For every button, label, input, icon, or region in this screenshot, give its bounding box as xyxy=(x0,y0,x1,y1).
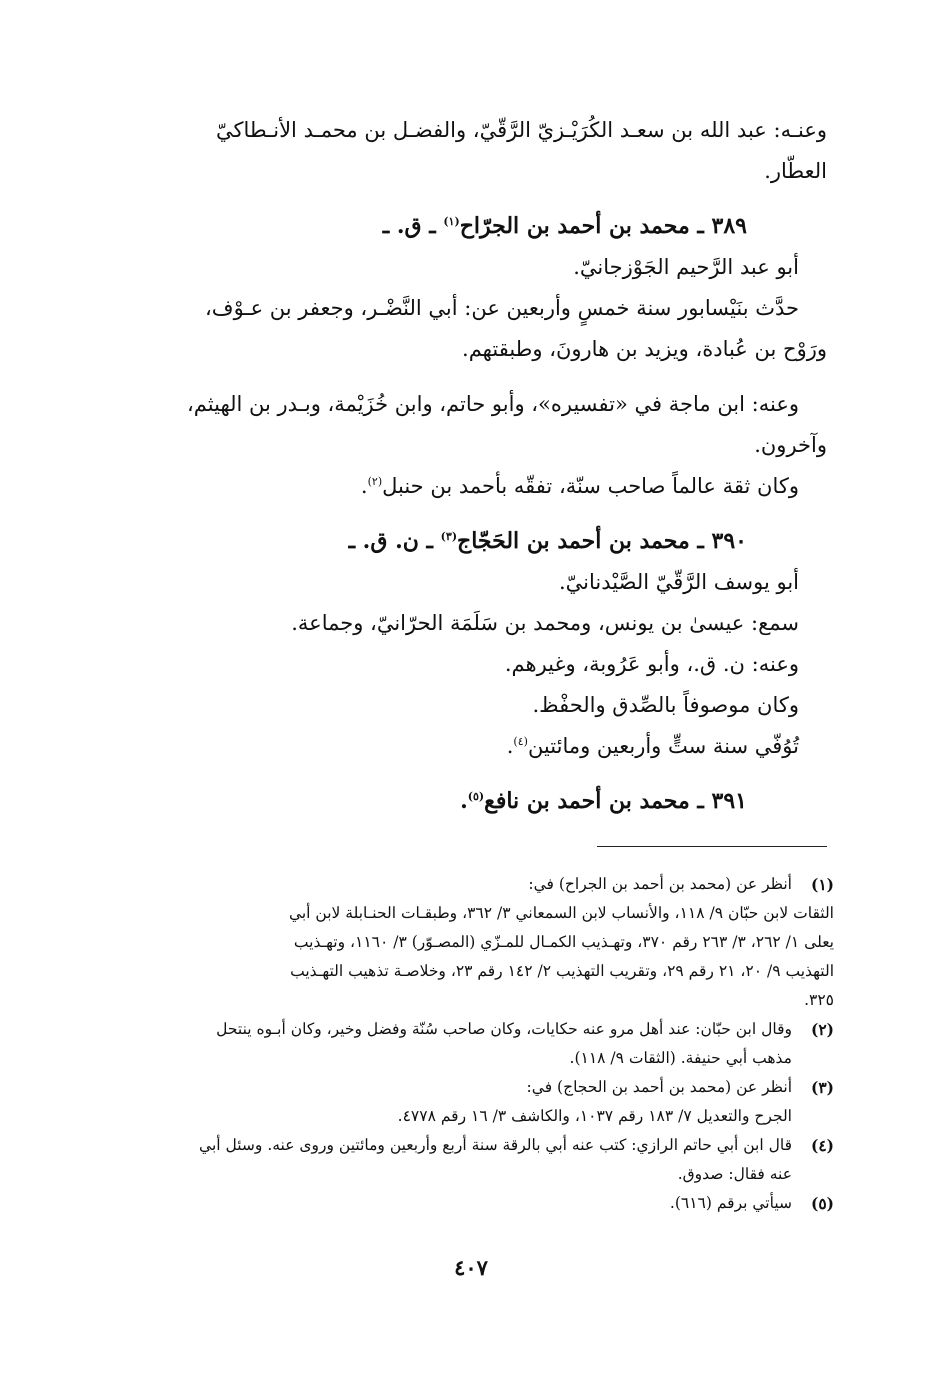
entry-heading-391 xyxy=(112,781,827,822)
footnote-ref: (٢) xyxy=(367,475,383,488)
text-line: وعنـه: عبد الله بن سعـد الكُرَيْـزيّ الرَّقّيّ، والفضـل بن محمـد الأنـطاكيّ xyxy=(215,118,827,142)
closing-period: . xyxy=(360,474,368,498)
footnote-ref: (٤) xyxy=(513,735,528,748)
entry-suffix: ـ ن. ق. ـ xyxy=(348,528,433,554)
entry-title: ـ محمد بن أحمد بن الحَجّاج xyxy=(457,528,704,554)
text-line: وعنه: ابن ماجة في «تفسيره»، وأبو حاتم، وابن خُزَيْمة، وبـدر بن الهيثم، xyxy=(187,392,799,416)
footnote-separator xyxy=(597,846,827,847)
footnote-line: يعلى ١/ ٢٦٢، ٣/ ٢٦٣ رقم ٣٧٠، وتهـذيب الكمـال للمـزّي (المصـوّر) ٣/ ١١٦٠، وتهـذيب xyxy=(293,933,834,951)
footnote-line: ٣٢٥. xyxy=(804,991,834,1009)
entry-title: ـ محمد بن أحمد بن نافع xyxy=(484,788,704,814)
closing-text: وكان ثقة عالماً صاحب سنّة، تفقّه بأحمد بن حنبل xyxy=(382,474,799,498)
text-line: سمع: عيسىٰ بن يونس، ومحمد بن سَلَمَة الحرّانيّ، وجماعة. xyxy=(291,611,799,635)
footnote-2 xyxy=(112,1015,834,1073)
death-text: تُوُفّي سنة ستٍّ وأربعين ومائتين xyxy=(527,734,799,758)
page-number: ٤٠٧ xyxy=(454,1255,488,1280)
entry-title: ـ محمد بن أحمد بن الجرّاح xyxy=(459,213,704,239)
footnote-1 xyxy=(112,870,834,1015)
text-line: أبو عبد الرَّحيم الجَوْزجانيّ. xyxy=(573,255,799,279)
text-line: وآخرون. xyxy=(754,433,827,457)
footnote-3 xyxy=(112,1073,834,1131)
footnote-line: سيأتي برقم (٦١٦). xyxy=(669,1194,792,1212)
entry-number: ٣٨٩ xyxy=(711,213,747,239)
footnote-number: (٥) xyxy=(810,1194,834,1213)
footnote-5 xyxy=(112,1189,834,1218)
footnotes xyxy=(112,870,834,1218)
text-line: العطّار. xyxy=(764,159,827,183)
footnote-number: (٤) xyxy=(810,1136,834,1155)
footnote-number: (١) xyxy=(810,875,834,894)
footnote-number: (٢) xyxy=(810,1020,834,1039)
entry-number: ٣٩٠ xyxy=(711,528,747,554)
footnote-line: الثقات لابن حبّان ٩/ ١١٨، والأنساب لابن السمعاني ٣/ ٣٦٢، وطبقـات الحنـابلة لابن أبي xyxy=(288,904,834,922)
footnote-line: مذهب أبي حنيفة. (الثقات ٩/ ١١٨). xyxy=(569,1049,792,1067)
text-line: ورَوْح بن عُبادة، ويزيد بن هارونَ، وطبقتهم. xyxy=(462,337,827,361)
entry-suffix: ـ ق. ـ xyxy=(382,213,436,239)
footnote-number: (٣) xyxy=(810,1078,834,1097)
footnote-ref: (٣) xyxy=(440,530,458,543)
text-line xyxy=(112,726,827,767)
death-period: . xyxy=(506,734,514,758)
footnote-line: عنه فقال: صدوق. xyxy=(677,1165,792,1183)
footnote-ref: (١) xyxy=(443,215,460,228)
footnote-4 xyxy=(112,1131,834,1189)
footnote-line: أنظر عن (محمد بن أحمد بن الجراح) في: xyxy=(528,875,792,893)
text-line: وعنه: ن. ق.، وأبو عَرُوبة، وغيرهم. xyxy=(504,652,799,676)
text-line: حدَّث بنَيْسابور سنة خمسٍ وأربعين عن: أبي النَّضْـر، وجعفر بن عـوْف، xyxy=(205,296,799,320)
text-line xyxy=(112,466,827,507)
entry-number: ٣٩١ xyxy=(711,788,747,814)
footnote-ref: (٥) xyxy=(467,790,485,803)
entry-heading-389 xyxy=(112,206,827,247)
footnote-line: أنظر عن (محمد بن أحمد بن الحجاج) في: xyxy=(526,1078,792,1096)
footnote-line: قال ابن أبي حاتم الرازي: كتب عنه أبي بالرقة سنة أربع وأربعين ومائتين وروى عنه. وسئل أبي xyxy=(199,1136,792,1154)
footnote-line: الجرح والتعديل ٧/ ١٨٣ رقم ١٠٣٧، والكاشف ٣/ ١٦ رقم ٤٧٧٨. xyxy=(397,1107,792,1125)
entry-heading-390 xyxy=(112,521,827,562)
text-line: أبو يوسف الرَّقّيّ الصَّيْدنانيّ. xyxy=(558,570,799,594)
main-text xyxy=(112,110,827,822)
entry-suffix: . xyxy=(460,788,468,814)
footnote-line: وقال ابن حبّان: عند أهل مرو عنه حكايات، وكان صاحب سُنّة وفضل وخير، وكان أبـوه ينتحل xyxy=(216,1020,792,1038)
footnote-line: التهذيب ٩/ ٢٠، ٢١ رقم ٢٩، وتقريب التهذيب ٢/ ١٤٢ رقم ٢٣، وخلاصـة تذهيب التهـذيب xyxy=(290,962,834,980)
text-line: وكان موصوفاً بالصِّدق والحفْظ. xyxy=(532,693,799,717)
